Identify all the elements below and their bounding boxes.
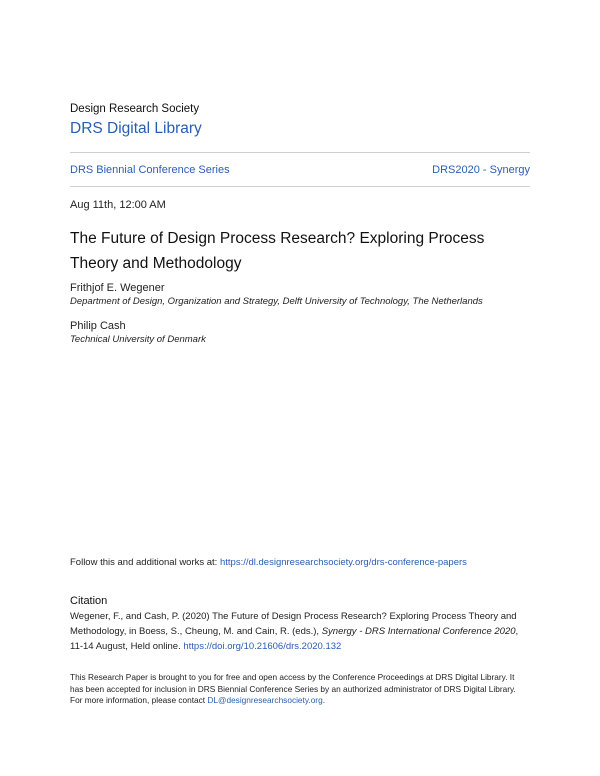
series-link[interactable]: DRS Biennial Conference Series bbox=[70, 164, 230, 176]
follow-link[interactable]: https://dl.designresearchsociety.org/drs-conference-papers bbox=[219, 557, 467, 568]
series-row bbox=[70, 164, 530, 176]
author-name: Frithjof E. Wegener bbox=[70, 282, 165, 294]
notice-end: . bbox=[322, 695, 325, 705]
author-name: Philip Cash bbox=[70, 320, 126, 332]
notice-text: This Research Paper is brought to you for free and open access by the Conference Proceedings at DRS Digital Library. It has been accepted for inclusion in DRS Biennial Conference Series by an authorized administrator of DRS Digital Library. For more information, please contact bbox=[70, 672, 516, 705]
divider bbox=[70, 186, 530, 187]
author-affiliation: Department of Design, Organization and Strategy, Delft University of Technology, The Netherlands bbox=[70, 296, 483, 307]
divider bbox=[70, 152, 530, 153]
society-name: Design Research Society bbox=[70, 103, 200, 115]
contact-email-link[interactable]: DL@designresearchsociety.org bbox=[207, 695, 323, 705]
citation-part: Wegener, F., and Cash, P. (2020) The Future of Design Process Research? Exploring Process Theory and Methodology, in Boess, S., Cheung, M. and Cain, R. (eds.), bbox=[70, 611, 517, 637]
access-notice bbox=[70, 672, 530, 707]
conference-link[interactable]: DRS2020 - Synergy bbox=[432, 164, 530, 176]
citation-text bbox=[70, 609, 530, 654]
citation-proceedings: Synergy - DRS International Conference 2020 bbox=[321, 626, 516, 637]
cover-page bbox=[70, 0, 530, 776]
publication-date: Aug 11th, 12:00 AM bbox=[70, 199, 166, 211]
follow-text: Follow this and additional works at: bbox=[70, 557, 220, 568]
citation-heading: Citation bbox=[70, 595, 108, 607]
paper-title: The Future of Design Process Research? Exploring Process Theory and Methodology bbox=[70, 230, 485, 272]
follow-line bbox=[70, 557, 467, 568]
citation-part: , 11-14 August, Held online. bbox=[70, 626, 519, 652]
author-affiliation: Technical University of Denmark bbox=[70, 334, 206, 345]
library-link[interactable]: DRS Digital Library bbox=[70, 120, 202, 137]
doi-link[interactable]: https://doi.org/10.21606/drs.2020.132 bbox=[183, 641, 342, 652]
